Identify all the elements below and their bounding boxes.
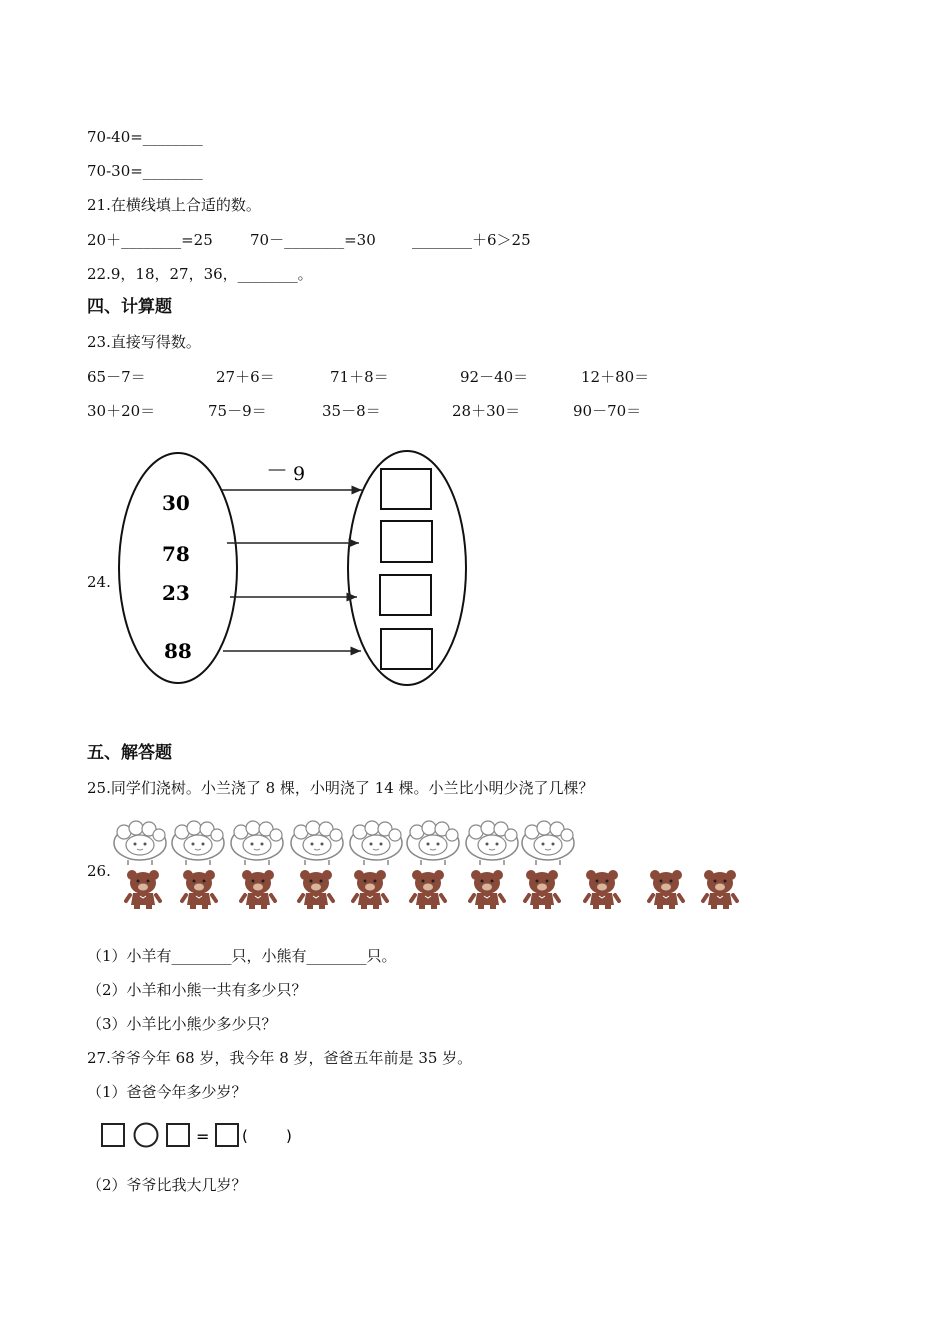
input-number: 23 (162, 581, 190, 605)
sheep-icon (466, 821, 518, 865)
result-box[interactable] (216, 1124, 238, 1146)
q23-row1-item: 71＋8＝ (330, 368, 389, 386)
q27-sub1: （1）爸爸今年多少岁？ (87, 1083, 247, 1101)
question-27: 27.爷爷今年 68 岁，我今年 8 岁，爸爸五年前是 35 岁。 (87, 1049, 473, 1067)
sheep-icon (172, 821, 224, 865)
operand-box[interactable] (167, 1124, 189, 1146)
bear-icon (353, 870, 387, 909)
q23-row1-item: 65－7＝ (87, 368, 146, 386)
operator-circle[interactable] (135, 1124, 158, 1147)
bear-icon (525, 870, 559, 909)
q23-row2-item: 28＋30＝ (452, 402, 521, 420)
q27-sub2: （2）爷爷比我大几岁？ (87, 1176, 247, 1194)
q23-row1-item: 92－40＝ (460, 368, 529, 386)
q23-row1-item: 27＋6＝ (216, 368, 275, 386)
question-21: 21.在横线填上合适的数。 (87, 196, 261, 214)
q24-mapping-diagram (110, 450, 470, 690)
bear-icon (649, 870, 683, 909)
q23-row2-item: 30＋20＝ (87, 402, 156, 420)
sheep-icon (231, 821, 283, 865)
section-5-title: 五、解答题 (87, 743, 172, 763)
input-number: 30 (162, 491, 190, 515)
bear-icon (585, 870, 619, 909)
bear-icon (241, 870, 275, 909)
q23-row1-item: 12＋80＝ (581, 368, 650, 386)
answer-box[interactable] (380, 575, 431, 615)
q26-animals-picture (110, 815, 750, 915)
input-number: 88 (164, 639, 192, 663)
sheep-icon (291, 821, 343, 865)
q23-row2-item: 90－70＝ (573, 402, 642, 420)
sheep-icon (350, 821, 402, 865)
bear-icon (182, 870, 216, 909)
section-4-title: 四、计算题 (87, 297, 172, 317)
answer-box[interactable] (381, 521, 432, 562)
question-25: 25.同学们浇树。小兰浇了 8 棵，小明浇了 14 棵。小兰比小明少浇了几棵？ (87, 779, 594, 797)
q21-blank-c: ________＋6＞25 (412, 231, 531, 249)
sheep-icon (114, 821, 166, 865)
answer-box[interactable] (381, 629, 432, 669)
equals-sign: = (196, 1127, 210, 1146)
q26-sub3: （3）小羊比小熊少多少只？ (87, 1015, 277, 1033)
q21-blank-a: 20＋________=25 (87, 231, 213, 249)
operand-box[interactable] (102, 1124, 124, 1146)
unit-open-paren: ( (242, 1127, 248, 1145)
question-26-label: 26. (87, 862, 111, 880)
sheep-icon (522, 821, 574, 865)
q23-row2-item: 75－9＝ (208, 402, 267, 420)
q27-equation-template (97, 1118, 307, 1154)
q23-row2-item: 35－8＝ (322, 402, 381, 420)
q26-sub1: （1）小羊有________只，小熊有________只。 (87, 947, 397, 965)
q26-sub2: （2）小羊和小熊一共有多少只？ (87, 981, 307, 999)
line-70-30: 70-30=________ (87, 162, 203, 180)
question-22: 22.9，18，27，36，________。 (87, 265, 313, 283)
bear-icon (299, 870, 333, 909)
bear-icon (126, 870, 160, 909)
input-number: 78 (162, 542, 190, 566)
question-23: 23.直接写得数。 (87, 333, 201, 351)
output-ellipse (348, 451, 466, 685)
operator-sign: － (266, 459, 289, 484)
bear-icon (411, 870, 445, 909)
unit-close-paren: ) (286, 1127, 292, 1145)
q21-blank-b: 70－________=30 (250, 231, 376, 249)
answer-box[interactable] (381, 469, 431, 509)
question-24-label: 24. (87, 573, 111, 591)
sheep-icon (407, 821, 459, 865)
bear-icon (470, 870, 504, 909)
operator-number: 9 (293, 463, 306, 485)
line-70-40: 70-40=________ (87, 128, 203, 146)
bear-icon (703, 870, 737, 909)
